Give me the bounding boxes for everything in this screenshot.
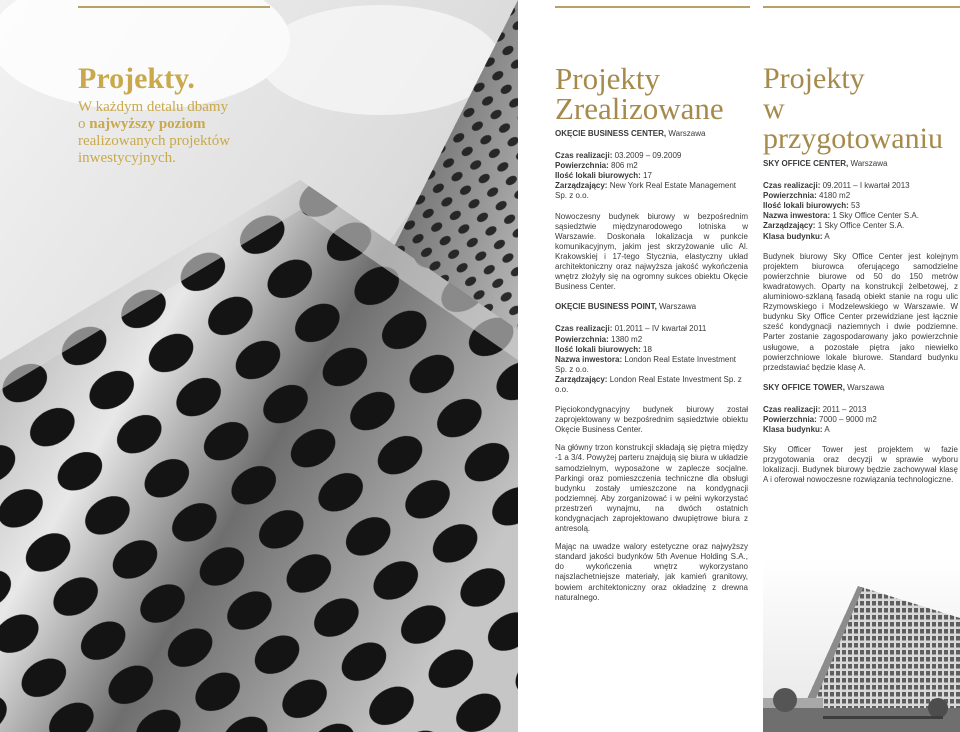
- detail-row: Zarządzający: New York Real Estate Management Sp. z o.o.: [555, 181, 736, 201]
- detail-row: Klasa budynku: A: [763, 231, 830, 241]
- detail-row: Klasa budynku: A: [763, 425, 830, 435]
- hero-text-block: [78, 62, 278, 167]
- realized-heading-line-2: Zrealizowane: [555, 91, 724, 126]
- detail-row: Ilość lokali biurowych: 18: [555, 344, 652, 354]
- realized-projects-column: [555, 61, 748, 603]
- hero-title: Projekty.: [78, 62, 195, 95]
- detail-row: Nazwa inwestora: 1 Sky Office Center S.A.: [763, 211, 919, 221]
- realized-heading-line-1: Projekty: [555, 61, 661, 96]
- detail-row: Ilość lokali biurowych: 17: [555, 171, 652, 181]
- project-details-sky-office-tower: [763, 405, 958, 435]
- hero-tagline: [78, 99, 278, 167]
- detail-row: Powierzchnia: 1380 m2: [555, 334, 643, 344]
- detail-row: Ilość lokali biurowych: 53: [763, 201, 860, 211]
- hero-line-3: realizowanych projektów: [78, 133, 231, 149]
- project-name-okecie-business-point: OKĘCIE BUSINESS POINT, Warszawa: [555, 302, 697, 312]
- detail-row: Czas realizacji: 03.2009 – 09.2009: [555, 151, 682, 161]
- hero-line-2-bold: najwyższy poziom: [89, 116, 206, 132]
- planned-heading: [763, 64, 958, 154]
- project-details-okecie-business-point: [555, 324, 748, 395]
- top-rule-left: [78, 6, 270, 8]
- detail-row: Zarządzający: 1 Sky Office Center S.A.: [763, 221, 905, 231]
- top-rule-middle: [555, 6, 750, 8]
- project-name-okecie-business-center: OKĘCIE BUSINESS CENTER, Warszawa: [555, 129, 706, 138]
- detail-row: Powierzchnia: 4180 m2: [763, 191, 851, 201]
- detail-row: Zarządzający: London Real Estate Investment Sp. z o.o.: [555, 374, 742, 394]
- building-rendering: [763, 558, 960, 732]
- detail-row: Powierzchnia: 7000 – 9000 m2: [763, 414, 877, 424]
- project-name-sky-office-center: SKY OFFICE CENTER, Warszawa: [763, 159, 888, 168]
- detail-row: Czas realizacji: 01.2011 – IV kwartał 2011: [555, 324, 707, 334]
- planned-projects-column: [763, 64, 958, 486]
- detail-row: Czas realizacji: 2011 – 2013: [763, 404, 867, 414]
- planned-heading-line-1: Projekty: [763, 62, 865, 95]
- project-details-sky-office-center: [763, 181, 958, 242]
- detail-row: Powierzchnia: 806 m2: [555, 161, 638, 171]
- detail-row: Nazwa inwestora: London Real Estate Investment Sp. z o.o.: [555, 354, 736, 374]
- project-description: Nowoczesny budynek biurowy w bezpośrednim sąsiedztwie międzynarodowego lotniska w Warszawie. Doskonała lokalizacja w punkcie komunikacyjnym, jakim jest skrzyżowanie ulic Al. Krakowskiej i 17-tego Stycznia, elastyczny układ architektoniczny oraz najwyższa jakość wykończenia wnętrz złożyły się na ogromny sukces obiektu Okęcie Business Center.: [555, 211, 748, 292]
- detail-row: Czas realizacji: 09.2011 – I kwartał 2013: [763, 181, 910, 191]
- project-description: Na główny trzon konstrukcji składają się piętra między -1 a 3/4. Powyżej parteru znajdują się biura w układzie samodzielnym, wyposażone w zaplecze socjalne. Parkingi oraz pomieszczenia techniczne dla obsługi budynku zostały umieszczone na kondygnacji podziemnej. Aby zorganizować i w pełni wykorzystać przestrzeń wynajmu, na dwóch ostatnich kondygnacjach zaprojektowano dwupiętrowe biura z antresolą.: [555, 443, 748, 534]
- hero-line-2-prefix: o: [78, 116, 90, 132]
- project-details-okecie-business-center: [555, 151, 748, 201]
- project-description: Sky Officer Tower jest projektem w fazie przygotowania oraz decyzji w sprawie wyboru lokalizacji. Budynek biurowy będzie zachowywał klasę A i oferował nowoczesne rozwiązania technologiczne.: [763, 445, 958, 485]
- project-description: Pięciokondygnacyjny budynek biurowy został zaprojektowany w bezpośrednim sąsiedztwie obiektu Okęcie Business Center.: [555, 405, 748, 435]
- project-name-sky-office-tower: SKY OFFICE TOWER, Warszawa: [763, 382, 885, 392]
- realized-heading: [555, 61, 748, 126]
- hero-line-1: W każdym detalu dbamy: [78, 99, 229, 115]
- project-description: Budynek biurowy Sky Office Center jest kolejnym projektem biurowca oferującego samodzielne powierzchnie biurowe od 50 do 150 metrów kwadratowych. Oparty na konstrukcji żelbetowej, z aluminiowo-szklaną fasadą obiekt stanie na rogu ulic Rzymowskiego i Modzelewskiego w Warszawie. W budynku Sky Office Center przewidziane jest łącznie sześć kondygnacji naziemnych i dwie podziemne. Parter zostanie zagospodarowany jako powierzchnie usługowe, a pozostałe piętra jako niewielko powierzchniowe lokale biurowe. Standard budynku przedstawiać będzie klasę A.: [763, 251, 958, 372]
- planned-heading-line-2: w przygotowaniu: [763, 92, 943, 155]
- hero-line-4: inwestycyjnych.: [78, 150, 176, 166]
- top-rule-right: [763, 6, 960, 8]
- project-description: Mając na uwadze walory estetyczne oraz najwyższy standard jakości budynków 5th Avenue Holding S.A., do wykończenia wnętrz wykorzystano najszlachetniejsze materiały, jak kamień granitowy, bowiem architektoniczny oraz okładzinę z drewna naturalnego.: [555, 542, 748, 602]
